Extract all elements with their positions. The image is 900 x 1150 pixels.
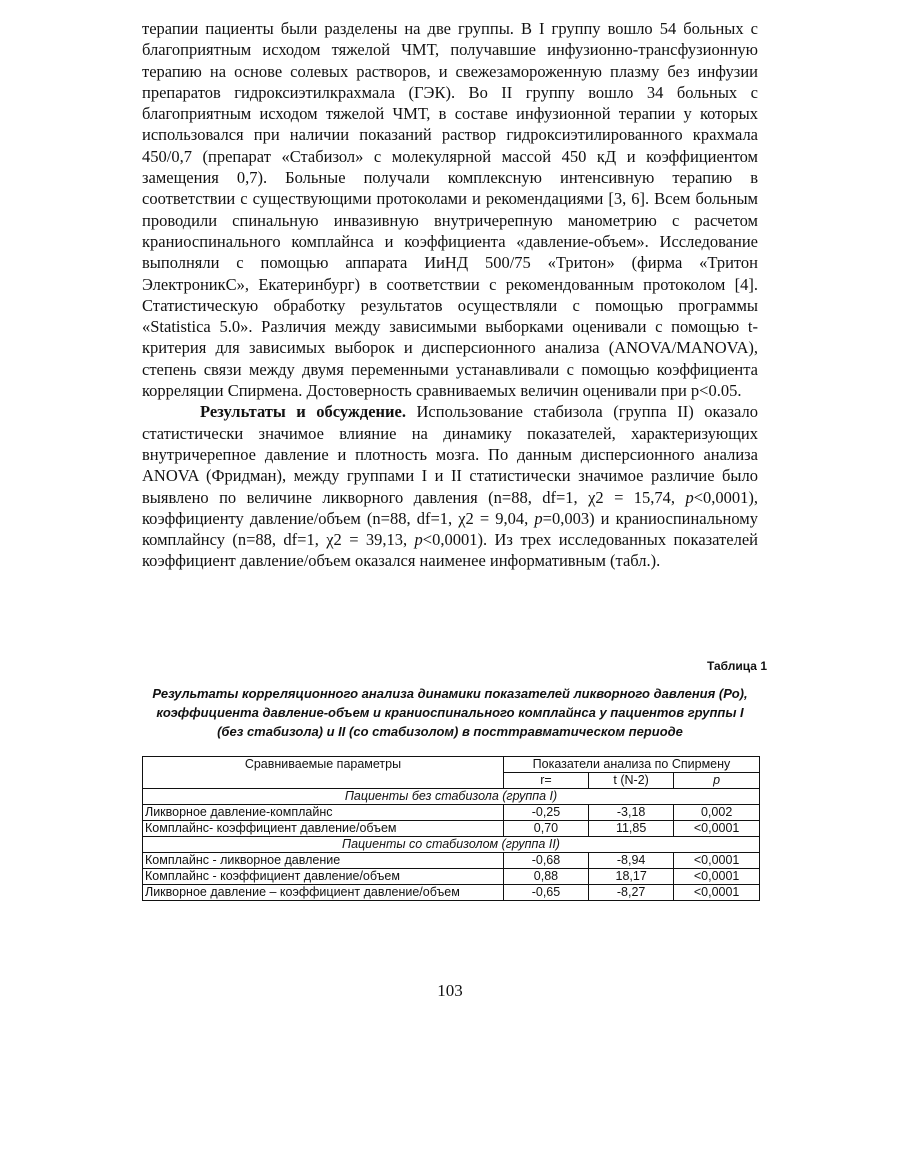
results-text-c: =0,003) и краниоспинальному комплайнсу (n=88, df=1, χ2 = 39,13, (142, 508, 758, 550)
row-p: <0,0001 (674, 885, 760, 901)
group-row (143, 837, 760, 853)
p-symbol: p (414, 530, 423, 550)
row-param: Ликворное давление – коэффициент давление/объем (143, 885, 504, 901)
row-t: -3,18 (589, 805, 674, 821)
row-t: 18,17 (589, 869, 674, 885)
table-row (143, 853, 760, 869)
results-heading: Результаты и обсуждение. (200, 402, 407, 422)
group-2-label: Пациенты со стабизолом (группа II) (143, 837, 760, 853)
header-r: r= (503, 773, 588, 789)
results-text-b: <0,0001), коэффициенту давление/объем (n=88, df=1, χ2 = 9,04, (142, 487, 758, 528)
row-param: Комплайнс - ликворное давление (143, 853, 504, 869)
row-p: <0,0001 (674, 869, 760, 885)
row-param: Ликворное давление-комплайнс (143, 805, 504, 821)
paragraph-results (142, 401, 758, 571)
table-row (143, 869, 760, 885)
row-p: <0,0001 (674, 853, 760, 869)
row-r: -0,25 (503, 805, 588, 821)
table-caption: Результаты корреляционного анализа динамики показателей ликворного давления (Ро), коэффициента давление-объем и краниоспинального комплайнса у пациентов группы I (без стабизола) и II (со стабизолом) в посттравматическом периоде (152, 686, 748, 739)
p-symbol: p (685, 487, 694, 507)
header-p: p (674, 773, 760, 789)
table-label: Таблица 1 (706, 659, 767, 673)
row-param: Комплайнс- коэффициент давление/объем (143, 821, 504, 837)
row-t: -8,94 (589, 853, 674, 869)
row-p: 0,002 (674, 805, 760, 821)
row-r: 0,70 (503, 821, 588, 837)
results-text-a: Использование стабизола (группа II) оказало статистически значимое влияние на динамику показателей, характеризующих внутричерепное давление и плотность мозга. По данным дисперсионного анализа ANOVA (Фридман), между группами I и II статистически значимое различие было выявлено по величине ликворного давления (n=88, df=1, χ2 = 15,74, (142, 402, 759, 507)
table-row (143, 885, 760, 901)
paragraph-methods: терапии пациенты были разделены на две группы. В I группу вошло 54 больных с благоприятным исходом тяжелой ЧМТ, получавшие инфузионно-трансфузионную терапию на основе солевых растворов, и свежезамороженную плазму без инфузии препаратов гидроксиэтилкрахмала (ГЭК). Во II группу вошло 34 больных с благоприятным исходом тяжелой ЧМТ, в составе инфузионной терапии у которых использовался при наличии показаний раствор гидроксиэтилированного крахмала 450/0,7 (препарат «Стабизол» с молекулярной массой 450 кД и коэффициентом замещения 0,7). Больные получали комплексную интенсивную терапию в соответствии с существующими протоколами и рекомендациями [3, 6]. Всем больным проводили спинальную инвазивную внутричерепную манометрию с расчетом краниоспинального комплайнса и коэффициента «давление-объем». Исследование выполняли с помощью аппарата ИиНД 500/75 «Тритон» (фирма «Тритон ЭлектроникС», Екатеринбург) в соответствии с рекомендованным протоколом [4]. Статистическую обработку результатов осуществляли с помощью программы «Statistica 5.0». Различия между зависимыми выборками оценивали с помощью t-критерия для зависимых выборок и дисперсионного анализа (ANOVA/MANOVA), степень связи между двумя переменными устанавливали с помощью коэффициента корреляции Спирмена. Достоверность сравниваемых величин оценивали при p<0.05. (142, 19, 758, 401)
correlation-table (142, 756, 760, 901)
row-r: -0,65 (503, 885, 588, 901)
header-spearman: Показатели анализа по Спирмену (503, 757, 759, 773)
page-number: 103 (437, 981, 463, 1000)
row-t: 11,85 (589, 821, 674, 837)
table-row (143, 821, 760, 837)
row-p: <0,0001 (674, 821, 760, 837)
row-r: -0,68 (503, 853, 588, 869)
table-row (143, 805, 760, 821)
p-symbol: p (534, 508, 543, 528)
row-param: Комплайнс - коэффициент давление/объем (143, 869, 504, 885)
table-header-row (143, 757, 760, 773)
row-r: 0,88 (503, 869, 588, 885)
row-t: -8,27 (589, 885, 674, 901)
group-row (143, 789, 760, 805)
body-text (142, 18, 758, 572)
group-1-label: Пациенты без стабизола (группа I) (143, 789, 760, 805)
results-text-d: <0,0001). Из трех исследованных показателей коэффициент давление/объем оказался наименее информативным (табл.). (142, 530, 758, 571)
header-params: Сравниваемые параметры (143, 757, 504, 789)
header-t: t (N-2) (589, 773, 674, 789)
